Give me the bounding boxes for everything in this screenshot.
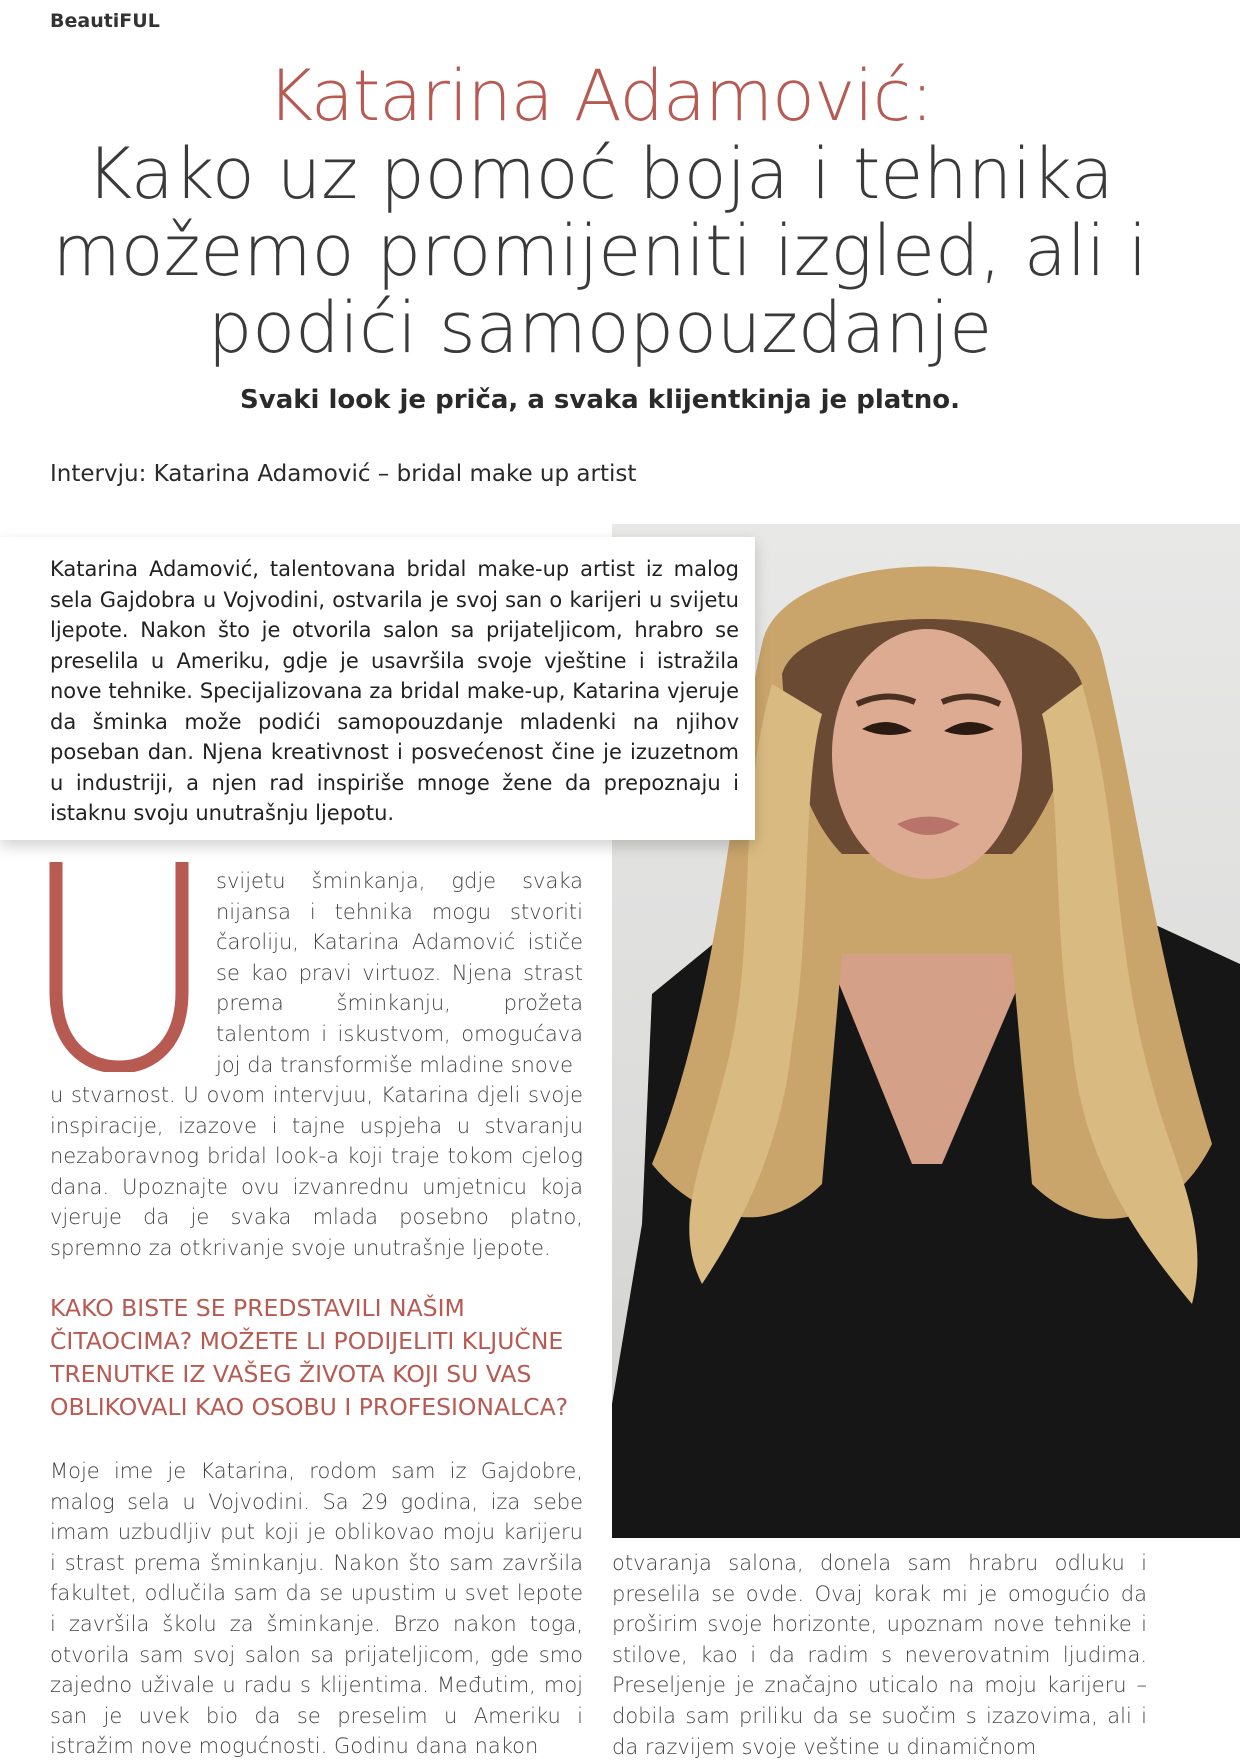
lead-paragraph-beside-dropcap: svijetu šminkanja, gdje svaka nijansa i tehnika mogu stvoriti čaroliju, Katarina Adamović ističe se kao pravi virtuoz. Njena strast prema šminkanju, prožeta talentom i iskustvom, omogućava joj da transformiše mladine snove: [216, 869, 583, 1077]
dropcap-letter: [44, 862, 194, 1072]
answer-column-right: otvaranja salona, donela sam hrabru odluku i preselila se ovde. Ovaj korak mi je omogućio da proširim svoje horizonte, upoznam nove tehnike i stilove, kao i da radim s neverovatnim ljudima. Preseljenje je značajno uticalo na moju karijeru – dobila sam priliku da se suočim s izazovima, ali i da razvijem svoje veštine u dinamičnom: [612, 1551, 1147, 1759]
byline: Intervju: Katarina Adamović – bridal make up artist: [50, 461, 637, 487]
headline-subtitle: Kako uz pomoć boja i tehnika možemo promijeniti izgled, ali i podići samopouzdanje: [52, 133, 1148, 369]
answer-column-left: Moje ime je Katarina, rodom sam iz Gajdobre, malog sela u Vojvodini. Sa 29 godina, iza sebe imam uzbudljiv put koji je oblikovao moju karijeru i strast prema šminkanju. Nakon što sam završila fakultet, odlučila sam da se upustim u svet lepote i završila školu za šminkanje. Brzo nakon toga, otvorila sam svoj salon sa prijateljicom, gde smo zajedno uživale u radu s klijentima. Međutim, moj san je uvek bio da se preselim u Ameriku i istražim nove mogućnosti. Godinu dana nakon: [50, 1459, 583, 1759]
magazine-section-label: BeautiFUL: [50, 10, 160, 32]
headline-name: Katarina Adamović:: [267, 55, 933, 137]
intro-paragraph: Katarina Adamović, talentovana bridal make-up artist iz malog sela Gajdobra u Vojvodini, ostvarila je svoj san o karijeri u svijetu ljepote. Nakon što je otvorila salon sa prijateljicom, hrabro se preselila u Ameriku, gdje je usavršila svoje vještine i istražila nove tehnike. Specijalizovana za bridal make-up, Katarina vjeruje da šminka može podići samopouzdanje mladenki na njihov poseban dan. Njena kreativnost i posvećenost čine je izuzetnom u industriji, a njen rad inspiriše mnoge žene da prepoznaju i istaknu svoju unutrašnju ljepotu.: [50, 557, 739, 825]
deck-subheading: Svaki look je priča, a svaka klijentkinja je platno.: [240, 385, 960, 415]
lead-paragraph-continued: u stvarnost. U ovom intervjuu, Katarina djeli svoje inspiracije, izazove i tajne uspjeha u stvaranju nezaboravnog bridal look-a koji traje tokom cjelog dana. Upoznajte ovu izvanrednu umjetnicu koja vjeruje da je svaka mlada posebno platno, spremno za otkrivanje svoje unutrašnje ljepote.: [50, 1083, 583, 1260]
interview-question: KAKO BISTE SE PREDSTAVILI NAŠIM ČITAOCIMA? MOŽETE LI PODIJELITI KLJUČNE TRENUTKE IZ VAŠEG ŽIVOTA KOJI SU VAS OBLIKOVALI KAO OSOBU I PROFESIONALCA?: [50, 1294, 569, 1421]
